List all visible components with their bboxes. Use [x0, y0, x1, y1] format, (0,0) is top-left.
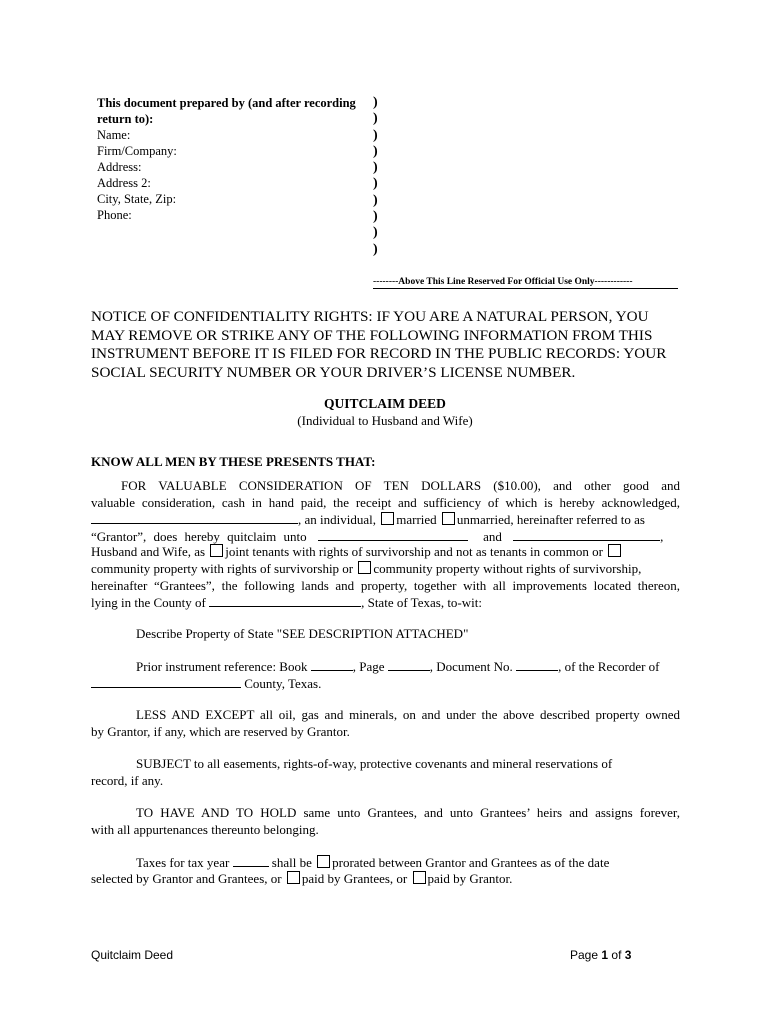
- describe-property: Describe Property of State "SEE DESCRIPTION ATTACHED": [136, 626, 469, 641]
- consideration-line-2: valuable consideration, cash in hand paid, the receipt and sufficiency of which is hereby acknowledged,: [91, 494, 680, 510]
- unmarried-label: unmarried, hereinafter referred to as: [456, 512, 645, 528]
- subject-line-2: record, if any.: [91, 772, 164, 788]
- consideration-line-5: [91, 544, 680, 561]
- husband-wife-text: Husband and Wife, as: [91, 544, 206, 560]
- document-title: QUITCLAIM DEED: [324, 396, 446, 411]
- paid-by-grantees-label: paid by Grantees, or: [301, 870, 408, 886]
- tax-year-field[interactable]: [233, 854, 269, 867]
- married-checkbox[interactable]: [381, 512, 394, 525]
- shall-be-text: shall be: [271, 855, 312, 870]
- paren: ): [373, 95, 378, 110]
- paid-by-grantor-label: paid by Grantor.: [427, 870, 513, 886]
- habendum-line-2: with all appurtenances thereunto belonging.: [91, 821, 319, 837]
- paid-by-grantor-checkbox[interactable]: [413, 871, 426, 884]
- document-no-label: , Document No.: [429, 659, 513, 674]
- notice-line: INSTRUMENT BEFORE IT IS FILED FOR RECORD IN THE PUBLIC RECORDS: YOUR: [91, 345, 667, 362]
- address2-label: Address 2:: [97, 176, 151, 190]
- tax-year-label: Taxes for tax year: [136, 855, 230, 870]
- official-use-line: --------Above This Line Reserved For Official Use Only------------: [373, 277, 678, 289]
- county-label: lying in the County of: [91, 595, 206, 611]
- current-page: 1: [601, 948, 609, 962]
- community-without-rights-label: community property without rights of survivorship,: [373, 560, 642, 576]
- consideration-line-6: [91, 561, 680, 578]
- community-without-rights-checkbox[interactable]: [358, 561, 371, 574]
- firm-label: Firm/Company:: [97, 144, 177, 158]
- county-field[interactable]: [209, 594, 361, 607]
- selected-by-text: selected by Grantor and Grantees, or: [91, 870, 282, 886]
- prior-instrument-line-2: [91, 675, 680, 692]
- joint-tenants-label: joint tenants with rights of survivorship and not as tenants in common or: [225, 544, 603, 560]
- grantee-1-field[interactable]: [318, 528, 468, 541]
- notice-line: MAY REMOVE OR STRIKE ANY OF THE FOLLOWING INFORMATION FROM THIS: [91, 326, 653, 344]
- page-number: [570, 948, 631, 962]
- consideration-line-8: [91, 594, 680, 611]
- paren: ): [373, 111, 378, 127]
- know-all-heading: KNOW ALL MEN BY THESE PRESENTS THAT:: [91, 454, 376, 469]
- phone-label: Phone:: [97, 208, 132, 222]
- joint-tenants-checkbox[interactable]: [210, 544, 223, 557]
- habendum-paragraph: [91, 805, 680, 838]
- document-subtitle: (Individual to Husband and Wife): [297, 413, 473, 428]
- paren: ): [373, 192, 378, 208]
- paid-by-grantees-checkbox[interactable]: [287, 871, 300, 884]
- name-label: Name:: [97, 128, 131, 142]
- quitclaim-text: “Grantor”, does hereby quitclaim unto: [91, 528, 307, 544]
- subject-line-1: SUBJECT to all easements, rights-of-way, protective covenants and mineral reservations of: [136, 756, 613, 771]
- page-label: , Page: [352, 659, 385, 674]
- recorder-county-field[interactable]: [91, 675, 241, 688]
- book-field[interactable]: [311, 658, 353, 671]
- consideration-line-1: FOR VALUABLE CONSIDERATION OF TEN DOLLARS ($10.00), and other good and: [121, 478, 680, 493]
- confidentiality-notice: [91, 308, 691, 382]
- married-label: married: [396, 512, 437, 528]
- paren: ): [373, 225, 378, 241]
- taxes-line-1: [91, 854, 680, 871]
- state-texas-text: , State of Texas, to-wit:: [361, 595, 482, 611]
- consideration-line-4: [91, 528, 680, 545]
- consideration-line-7: hereinafter “Grantees”, the following lands and property, together with all improvements located thereon,: [91, 577, 680, 593]
- paren-column: [373, 95, 385, 258]
- comma-text: ,: [660, 528, 664, 544]
- taxes-paragraph: [91, 854, 680, 887]
- less-except-line-2: by Grantor, if any, which are reserved by Grantor.: [91, 723, 350, 739]
- recorder-of-text: , of the Recorder of: [558, 659, 660, 674]
- total-pages: 3: [624, 948, 632, 962]
- paren: ): [373, 176, 378, 192]
- grantor-name-field[interactable]: [91, 511, 298, 524]
- community-with-rights-checkbox[interactable]: [608, 544, 621, 557]
- grantee-2-field[interactable]: [513, 528, 660, 541]
- paren: ): [373, 241, 378, 257]
- paren: ): [373, 209, 378, 225]
- consideration-paragraph: [91, 478, 680, 611]
- and-text: and: [483, 528, 502, 544]
- page-word: Page: [570, 948, 599, 962]
- county-texas-text: County, Texas.: [244, 675, 322, 691]
- book-label: Prior instrument reference: Book: [136, 659, 308, 674]
- prior-instrument-paragraph: [91, 658, 680, 691]
- taxes-line-2: [91, 871, 680, 888]
- return-to-label: return to):: [97, 112, 154, 126]
- prorated-label: prorated between Grantor and Grantees as of the date: [332, 855, 610, 870]
- address-label: Address:: [97, 160, 142, 174]
- unmarried-checkbox[interactable]: [442, 512, 455, 525]
- city-state-zip-label: City, State, Zip:: [97, 192, 177, 206]
- subject-paragraph: [91, 756, 680, 789]
- less-except-line-1: LESS AND EXCEPT all oil, gas and minerals, on and under the above described property owned: [136, 707, 680, 722]
- habendum-line-1: TO HAVE AND TO HOLD same unto Grantees, and unto Grantees’ heirs and assigns forever,: [136, 805, 680, 820]
- paren: ): [373, 143, 378, 159]
- paren: ): [373, 160, 378, 176]
- paren: ): [373, 127, 378, 143]
- consideration-line-3: [91, 511, 680, 528]
- page-field[interactable]: [388, 658, 430, 671]
- of-word: of: [611, 948, 622, 962]
- notice-line: NOTICE OF CONFIDENTIALITY RIGHTS: IF YOU ARE A NATURAL PERSON, YOU: [91, 308, 649, 325]
- prepared-by-label: This document prepared by (and after recording: [97, 96, 356, 110]
- individual-text: , an individual,: [298, 512, 376, 528]
- prior-instrument-line-1: [91, 658, 680, 675]
- prorated-checkbox[interactable]: [317, 855, 330, 868]
- preparer-block: [97, 95, 367, 223]
- less-except-paragraph: [91, 707, 680, 740]
- document-no-field[interactable]: [516, 658, 558, 671]
- footer-title: Quitclaim Deed: [91, 948, 174, 962]
- notice-line: SOCIAL SECURITY NUMBER OR YOUR DRIVER’S LICENSE NUMBER.: [91, 363, 576, 381]
- community-with-rights-label: community property with rights of survivorship or: [91, 560, 354, 576]
